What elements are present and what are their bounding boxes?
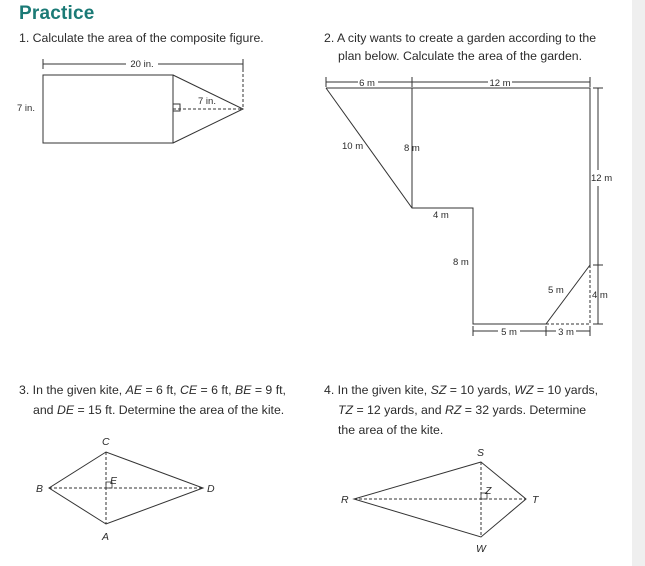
page-title: Practice: [19, 3, 95, 24]
label-height: 7 in.: [17, 103, 35, 114]
question-4-line-3: the area of the kite.: [338, 423, 444, 437]
right-angle-mark: [173, 104, 180, 111]
vertex-D: D: [207, 483, 215, 495]
label-diagonal: 10 m: [342, 141, 364, 152]
vertex-T: T: [532, 494, 539, 506]
figure-2-garden: [326, 77, 603, 336]
figure-3-kite: [49, 452, 203, 524]
question-3-line-2: and DE = 15 ft. Determine the area of the kite.: [33, 403, 285, 417]
label-step: 4 m: [433, 210, 449, 221]
label-corner-diagonal: 5 m: [548, 285, 564, 296]
label-right-side: 12 m: [591, 173, 613, 184]
vertex-W: W: [476, 543, 486, 555]
question-2-line-1: 2. A city wants to create a garden according to the: [324, 31, 597, 45]
vertex-B: B: [36, 483, 44, 495]
vertex-S: S: [477, 447, 485, 459]
vertex-E: E: [110, 475, 118, 487]
rectangle-shape: [43, 75, 173, 143]
question-1-text: 1. Calculate the area of the composite figure.: [19, 31, 264, 45]
vertex-C: C: [102, 436, 110, 448]
label-lower-vertical: 8 m: [453, 257, 469, 268]
vertex-R: R: [341, 494, 349, 506]
label-width: 20 in.: [130, 59, 154, 70]
figure-4-kite: [354, 462, 526, 537]
label-corner-vertical: 4 m: [592, 290, 608, 301]
label-top-left: 6 m: [359, 78, 375, 89]
vertex-Z: Z: [485, 485, 492, 497]
label-top-right: 12 m: [489, 78, 511, 89]
label-bottom: 5 m: [501, 327, 517, 338]
question-3-line-1: 3. In the given kite, AE = 6 ft, CE = 6 ft, BE = 9 ft,: [19, 383, 286, 397]
label-bottom-corner: 3 m: [558, 327, 574, 338]
question-4-line-1: 4. In the given kite, SZ = 10 yards, WZ = 10 yards,: [324, 383, 599, 397]
vertex-A: A: [102, 531, 110, 543]
question-2-line-2: plan below. Calculate the area of the garden.: [338, 49, 583, 63]
question-4-line-2: TZ = 12 yards, and RZ = 32 yards. Determine: [338, 403, 587, 417]
label-triangle-height: 7 in.: [198, 96, 216, 107]
label-inner-vertical: 8 m: [404, 143, 420, 154]
